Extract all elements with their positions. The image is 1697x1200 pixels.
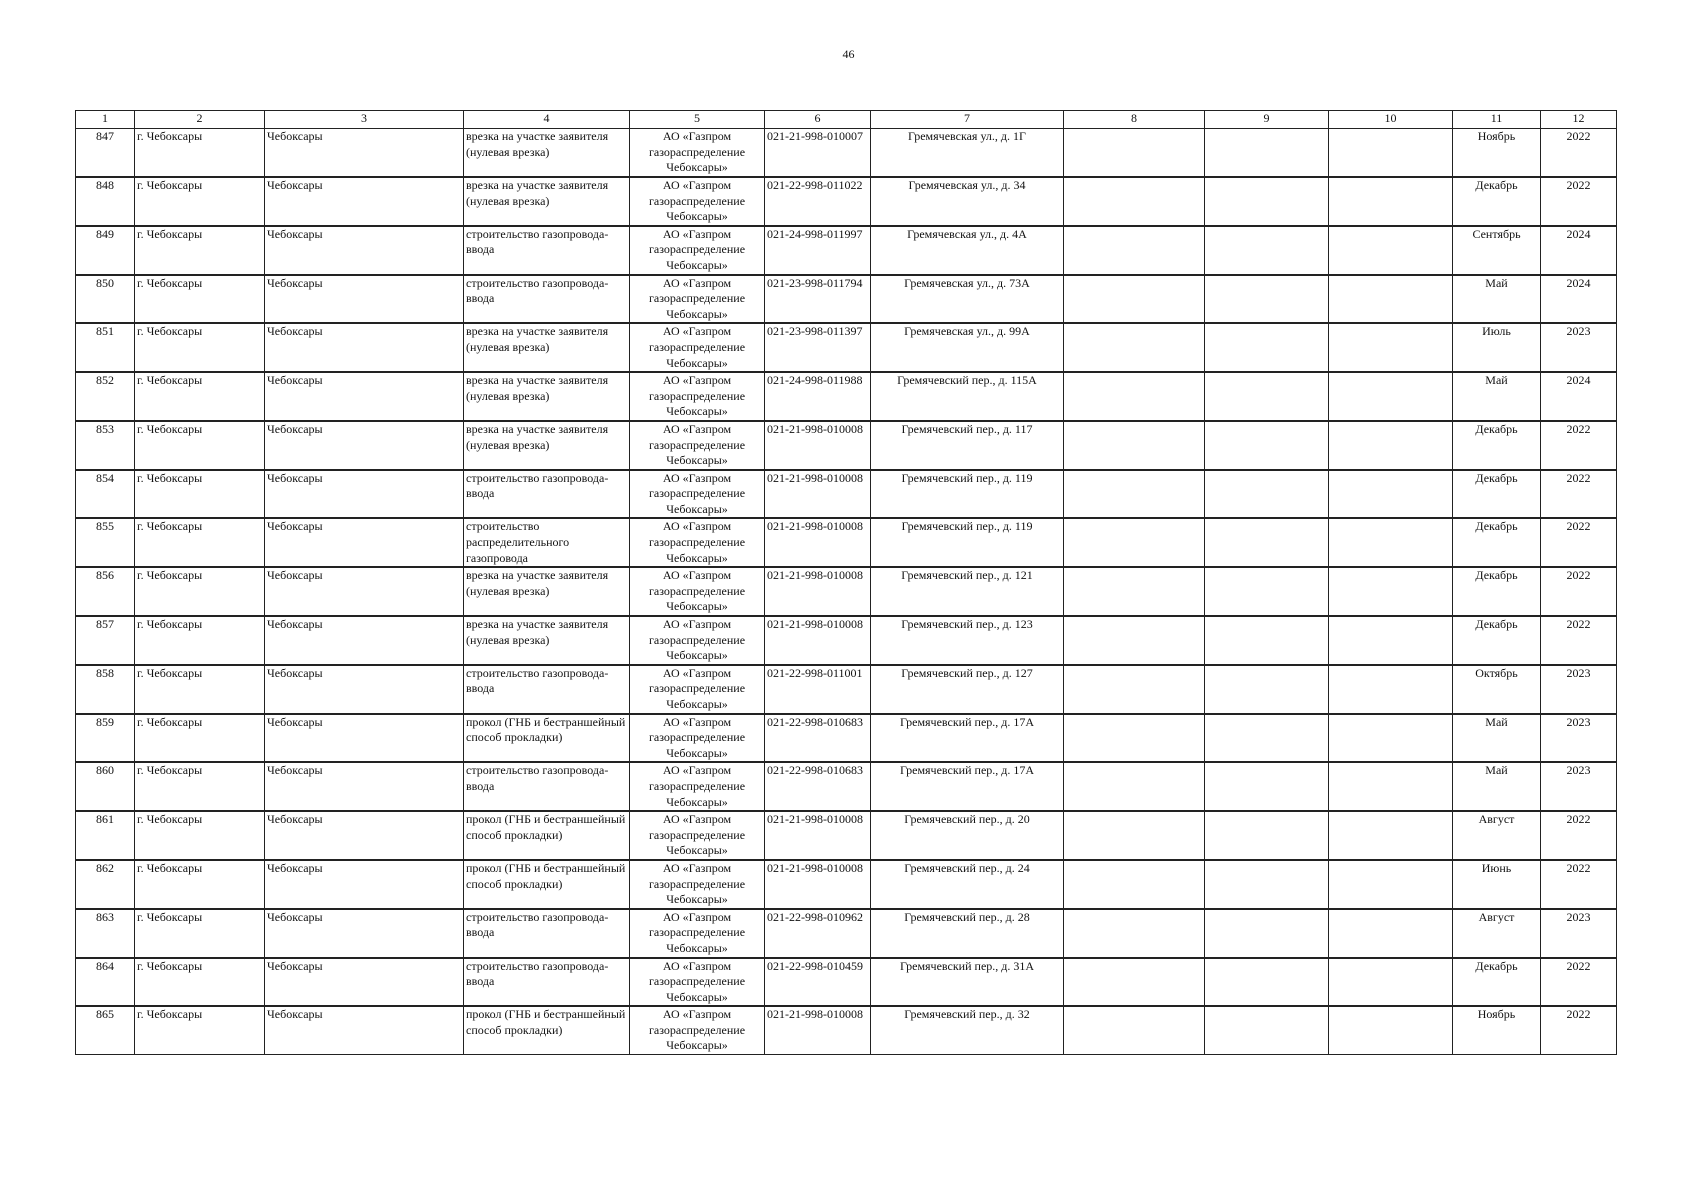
year-cell: 2022 — [1541, 567, 1617, 616]
column-8-cell — [1064, 177, 1205, 226]
district-cell: Чебоксары — [265, 275, 464, 324]
column-10-cell — [1329, 567, 1453, 616]
column-9-cell — [1205, 1006, 1329, 1055]
work-type-cell: врезка на участке заявителя (нулевая врезка) — [464, 616, 630, 665]
organization-cell: АО «Газпром газораспределение Чебоксары» — [630, 226, 765, 275]
settlement-cell: г. Чебоксары — [135, 421, 265, 470]
table-row — [76, 372, 1617, 421]
month-cell: Декабрь — [1453, 518, 1541, 567]
year-cell: 2022 — [1541, 421, 1617, 470]
row-number-cell: 865 — [76, 1006, 135, 1055]
settlement-cell: г. Чебоксары — [135, 665, 265, 714]
column-9-cell — [1205, 275, 1329, 324]
month-cell: Май — [1453, 762, 1541, 811]
organization-cell: АО «Газпром газораспределение Чебоксары» — [630, 177, 765, 226]
row-number-cell: 864 — [76, 958, 135, 1007]
column-10-cell — [1329, 811, 1453, 860]
organization-cell: АО «Газпром газораспределение Чебоксары» — [630, 470, 765, 519]
month-cell: Июль — [1453, 323, 1541, 372]
object-code-cell: 021-22-998-011001 — [765, 665, 871, 714]
year-cell: 2022 — [1541, 958, 1617, 1007]
table-row — [76, 421, 1617, 470]
column-8-cell — [1064, 909, 1205, 958]
work-type-cell: прокол (ГНБ и бестраншейный способ прокладки) — [464, 1006, 630, 1055]
column-8-cell — [1064, 421, 1205, 470]
address-cell: Гремячевская ул., д. 73А — [871, 275, 1064, 324]
column-number-4: 4 — [464, 111, 630, 129]
address-cell: Гремячевский пер., д. 17А — [871, 762, 1064, 811]
year-cell: 2024 — [1541, 226, 1617, 275]
column-9-cell — [1205, 421, 1329, 470]
month-cell: Декабрь — [1453, 177, 1541, 226]
organization-cell: АО «Газпром газораспределение Чебоксары» — [630, 567, 765, 616]
district-cell: Чебоксары — [265, 129, 464, 178]
row-number-cell: 863 — [76, 909, 135, 958]
table-row — [76, 714, 1617, 763]
month-cell: Май — [1453, 275, 1541, 324]
column-number-12: 12 — [1541, 111, 1617, 129]
column-9-cell — [1205, 518, 1329, 567]
object-code-cell: 021-21-998-010007 — [765, 129, 871, 178]
table-row — [76, 909, 1617, 958]
column-10-cell — [1329, 129, 1453, 178]
settlement-cell: г. Чебоксары — [135, 518, 265, 567]
year-cell: 2023 — [1541, 909, 1617, 958]
table-row — [76, 958, 1617, 1007]
month-cell: Ноябрь — [1453, 129, 1541, 178]
object-code-cell: 021-21-998-010008 — [765, 518, 871, 567]
table-row — [76, 470, 1617, 519]
column-8-cell — [1064, 1006, 1205, 1055]
year-cell: 2023 — [1541, 762, 1617, 811]
address-cell: Гремячевский пер., д. 121 — [871, 567, 1064, 616]
district-cell: Чебоксары — [265, 762, 464, 811]
year-cell: 2022 — [1541, 811, 1617, 860]
object-code-cell: 021-21-998-010008 — [765, 567, 871, 616]
row-number-cell: 847 — [76, 129, 135, 178]
object-code-cell: 021-22-998-010683 — [765, 762, 871, 811]
year-cell: 2024 — [1541, 372, 1617, 421]
work-type-cell: прокол (ГНБ и бестраншейный способ прокладки) — [464, 714, 630, 763]
column-8-cell — [1064, 714, 1205, 763]
object-code-cell: 021-21-998-010008 — [765, 470, 871, 519]
work-type-cell: строительство распределительного газопровода — [464, 518, 630, 567]
work-type-cell: врезка на участке заявителя (нулевая врезка) — [464, 177, 630, 226]
column-9-cell — [1205, 811, 1329, 860]
column-10-cell — [1329, 958, 1453, 1007]
page-number: 46 — [842, 47, 855, 61]
column-number-10: 10 — [1329, 111, 1453, 129]
work-type-cell: прокол (ГНБ и бестраншейный способ прокладки) — [464, 860, 630, 909]
district-cell: Чебоксары — [265, 958, 464, 1007]
year-cell: 2022 — [1541, 616, 1617, 665]
table-row — [76, 762, 1617, 811]
object-code-cell: 021-22-998-011022 — [765, 177, 871, 226]
row-number-cell: 862 — [76, 860, 135, 909]
row-number-cell: 854 — [76, 470, 135, 519]
column-10-cell — [1329, 275, 1453, 324]
work-type-cell: врезка на участке заявителя (нулевая врезка) — [464, 421, 630, 470]
month-cell: Май — [1453, 714, 1541, 763]
column-10-cell — [1329, 762, 1453, 811]
column-8-cell — [1064, 665, 1205, 714]
address-cell: Гремячевская ул., д. 34 — [871, 177, 1064, 226]
district-cell: Чебоксары — [265, 616, 464, 665]
organization-cell: АО «Газпром газораспределение Чебоксары» — [630, 762, 765, 811]
work-type-cell: строительство газопровода-ввода — [464, 909, 630, 958]
settlement-cell: г. Чебоксары — [135, 470, 265, 519]
month-cell: Октябрь — [1453, 665, 1541, 714]
column-10-cell — [1329, 665, 1453, 714]
object-code-cell: 021-23-998-011794 — [765, 275, 871, 324]
settlement-cell: г. Чебоксары — [135, 567, 265, 616]
organization-cell: АО «Газпром газораспределение Чебоксары» — [630, 421, 765, 470]
column-9-cell — [1205, 323, 1329, 372]
year-cell: 2022 — [1541, 1006, 1617, 1055]
district-cell: Чебоксары — [265, 567, 464, 616]
column-9-cell — [1205, 860, 1329, 909]
row-number-cell: 853 — [76, 421, 135, 470]
address-cell: Гремячевская ул., д. 1Г — [871, 129, 1064, 178]
district-cell: Чебоксары — [265, 372, 464, 421]
row-number-cell: 860 — [76, 762, 135, 811]
address-cell: Гремячевская ул., д. 4А — [871, 226, 1064, 275]
district-cell: Чебоксары — [265, 226, 464, 275]
settlement-cell: г. Чебоксары — [135, 860, 265, 909]
column-9-cell — [1205, 567, 1329, 616]
year-cell: 2023 — [1541, 714, 1617, 763]
column-10-cell — [1329, 226, 1453, 275]
column-9-cell — [1205, 226, 1329, 275]
settlement-cell: г. Чебоксары — [135, 958, 265, 1007]
column-9-cell — [1205, 665, 1329, 714]
organization-cell: АО «Газпром газораспределение Чебоксары» — [630, 860, 765, 909]
year-cell: 2023 — [1541, 323, 1617, 372]
table-row — [76, 275, 1617, 324]
work-type-cell: строительство газопровода-ввода — [464, 226, 630, 275]
work-type-cell: врезка на участке заявителя (нулевая врезка) — [464, 323, 630, 372]
column-8-cell — [1064, 958, 1205, 1007]
table-row — [76, 323, 1617, 372]
settlement-cell: г. Чебоксары — [135, 616, 265, 665]
row-number-cell: 848 — [76, 177, 135, 226]
column-number-8: 8 — [1064, 111, 1205, 129]
district-cell: Чебоксары — [265, 470, 464, 519]
row-number-cell: 856 — [76, 567, 135, 616]
district-cell: Чебоксары — [265, 909, 464, 958]
district-cell: Чебоксары — [265, 811, 464, 860]
district-cell: Чебоксары — [265, 177, 464, 226]
settlement-cell: г. Чебоксары — [135, 275, 265, 324]
district-cell: Чебоксары — [265, 1006, 464, 1055]
column-9-cell — [1205, 129, 1329, 178]
year-cell: 2022 — [1541, 129, 1617, 178]
object-code-cell: 021-24-998-011988 — [765, 372, 871, 421]
organization-cell: АО «Газпром газораспределение Чебоксары» — [630, 518, 765, 567]
column-8-cell — [1064, 567, 1205, 616]
organization-cell: АО «Газпром газораспределение Чебоксары» — [630, 323, 765, 372]
work-type-cell: врезка на участке заявителя (нулевая врезка) — [464, 567, 630, 616]
address-cell: Гремячевский пер., д. 115А — [871, 372, 1064, 421]
table-row — [76, 860, 1617, 909]
column-10-cell — [1329, 616, 1453, 665]
table-body — [76, 129, 1617, 1055]
work-type-cell: строительство газопровода-ввода — [464, 665, 630, 714]
month-cell: Июнь — [1453, 860, 1541, 909]
object-code-cell: 021-22-998-010683 — [765, 714, 871, 763]
column-9-cell — [1205, 958, 1329, 1007]
column-9-cell — [1205, 714, 1329, 763]
object-code-cell: 021-21-998-010008 — [765, 421, 871, 470]
address-cell: Гремячевский пер., д. 24 — [871, 860, 1064, 909]
month-cell: Август — [1453, 811, 1541, 860]
table-row — [76, 226, 1617, 275]
column-8-cell — [1064, 226, 1205, 275]
month-cell: Декабрь — [1453, 421, 1541, 470]
column-9-cell — [1205, 372, 1329, 421]
column-8-cell — [1064, 518, 1205, 567]
column-9-cell — [1205, 762, 1329, 811]
row-number-cell: 855 — [76, 518, 135, 567]
table-row — [76, 567, 1617, 616]
year-cell: 2023 — [1541, 665, 1617, 714]
table-row — [76, 129, 1617, 178]
table-row — [76, 1006, 1617, 1055]
object-code-cell: 021-21-998-010008 — [765, 616, 871, 665]
settlement-cell: г. Чебоксары — [135, 714, 265, 763]
address-cell: Гремячевский пер., д. 123 — [871, 616, 1064, 665]
column-10-cell — [1329, 909, 1453, 958]
settlement-cell: г. Чебоксары — [135, 177, 265, 226]
column-9-cell — [1205, 909, 1329, 958]
row-number-cell: 849 — [76, 226, 135, 275]
column-number-3: 3 — [265, 111, 464, 129]
object-code-cell: 021-23-998-011397 — [765, 323, 871, 372]
year-cell: 2022 — [1541, 470, 1617, 519]
year-cell: 2024 — [1541, 275, 1617, 324]
work-type-cell: строительство газопровода-ввода — [464, 275, 630, 324]
column-9-cell — [1205, 177, 1329, 226]
object-code-cell: 021-22-998-010962 — [765, 909, 871, 958]
column-10-cell — [1329, 860, 1453, 909]
work-type-cell: строительство газопровода-ввода — [464, 958, 630, 1007]
row-number-cell: 859 — [76, 714, 135, 763]
table-row — [76, 177, 1617, 226]
settlement-cell: г. Чебоксары — [135, 811, 265, 860]
column-number-row — [76, 111, 1617, 129]
work-type-cell: прокол (ГНБ и бестраншейный способ прокладки) — [464, 811, 630, 860]
month-cell: Декабрь — [1453, 616, 1541, 665]
address-cell: Гремячевский пер., д. 127 — [871, 665, 1064, 714]
object-code-cell: 021-24-998-011997 — [765, 226, 871, 275]
row-number-cell: 861 — [76, 811, 135, 860]
table-row — [76, 616, 1617, 665]
address-cell: Гремячевская ул., д. 99А — [871, 323, 1064, 372]
district-cell: Чебоксары — [265, 665, 464, 714]
organization-cell: АО «Газпром газораспределение Чебоксары» — [630, 714, 765, 763]
year-cell: 2022 — [1541, 860, 1617, 909]
column-8-cell — [1064, 323, 1205, 372]
settlement-cell: г. Чебоксары — [135, 1006, 265, 1055]
work-type-cell: врезка на участке заявителя (нулевая врезка) — [464, 129, 630, 178]
table-row — [76, 665, 1617, 714]
row-number-cell: 850 — [76, 275, 135, 324]
column-8-cell — [1064, 470, 1205, 519]
organization-cell: АО «Газпром газораспределение Чебоксары» — [630, 958, 765, 1007]
column-8-cell — [1064, 275, 1205, 324]
table-row — [76, 811, 1617, 860]
district-cell: Чебоксары — [265, 714, 464, 763]
object-code-cell: 021-22-998-010459 — [765, 958, 871, 1007]
table-row — [76, 518, 1617, 567]
address-cell: Гремячевский пер., д. 20 — [871, 811, 1064, 860]
month-cell: Декабрь — [1453, 567, 1541, 616]
row-number-cell: 852 — [76, 372, 135, 421]
settlement-cell: г. Чебоксары — [135, 323, 265, 372]
column-10-cell — [1329, 177, 1453, 226]
work-type-cell: строительство газопровода-ввода — [464, 470, 630, 519]
column-number-6: 6 — [765, 111, 871, 129]
district-cell: Чебоксары — [265, 421, 464, 470]
column-10-cell — [1329, 518, 1453, 567]
month-cell: Май — [1453, 372, 1541, 421]
row-number-cell: 857 — [76, 616, 135, 665]
address-cell: Гремячевский пер., д. 31А — [871, 958, 1064, 1007]
column-number-5: 5 — [630, 111, 765, 129]
column-10-cell — [1329, 1006, 1453, 1055]
row-number-cell: 858 — [76, 665, 135, 714]
column-10-cell — [1329, 421, 1453, 470]
organization-cell: АО «Газпром газораспределение Чебоксары» — [630, 275, 765, 324]
address-cell: Гремячевский пер., д. 17А — [871, 714, 1064, 763]
organization-cell: АО «Газпром газораспределение Чебоксары» — [630, 372, 765, 421]
month-cell: Ноябрь — [1453, 1006, 1541, 1055]
column-8-cell — [1064, 860, 1205, 909]
column-number-2: 2 — [135, 111, 265, 129]
month-cell: Декабрь — [1453, 470, 1541, 519]
column-8-cell — [1064, 372, 1205, 421]
column-9-cell — [1205, 470, 1329, 519]
year-cell: 2022 — [1541, 177, 1617, 226]
organization-cell: АО «Газпром газораспределение Чебоксары» — [630, 909, 765, 958]
gas-works-table — [75, 110, 1617, 1055]
column-number-1: 1 — [76, 111, 135, 129]
address-cell: Гремячевский пер., д. 117 — [871, 421, 1064, 470]
column-number-7: 7 — [871, 111, 1064, 129]
object-code-cell: 021-21-998-010008 — [765, 811, 871, 860]
work-type-cell: врезка на участке заявителя (нулевая врезка) — [464, 372, 630, 421]
column-number-11: 11 — [1453, 111, 1541, 129]
column-8-cell — [1064, 129, 1205, 178]
month-cell: Август — [1453, 909, 1541, 958]
settlement-cell: г. Чебоксары — [135, 372, 265, 421]
organization-cell: АО «Газпром газораспределение Чебоксары» — [630, 129, 765, 178]
column-9-cell — [1205, 616, 1329, 665]
column-10-cell — [1329, 372, 1453, 421]
settlement-cell: г. Чебоксары — [135, 909, 265, 958]
district-cell: Чебоксары — [265, 860, 464, 909]
column-10-cell — [1329, 714, 1453, 763]
object-code-cell: 021-21-998-010008 — [765, 860, 871, 909]
address-cell: Гремячевский пер., д. 119 — [871, 518, 1064, 567]
district-cell: Чебоксары — [265, 518, 464, 567]
organization-cell: АО «Газпром газораспределение Чебоксары» — [630, 811, 765, 860]
row-number-cell: 851 — [76, 323, 135, 372]
month-cell: Декабрь — [1453, 958, 1541, 1007]
column-number-9: 9 — [1205, 111, 1329, 129]
district-cell: Чебоксары — [265, 323, 464, 372]
address-cell: Гремячевский пер., д. 32 — [871, 1006, 1064, 1055]
column-8-cell — [1064, 811, 1205, 860]
column-10-cell — [1329, 470, 1453, 519]
settlement-cell: г. Чебоксары — [135, 226, 265, 275]
organization-cell: АО «Газпром газораспределение Чебоксары» — [630, 665, 765, 714]
object-code-cell: 021-21-998-010008 — [765, 1006, 871, 1055]
settlement-cell: г. Чебоксары — [135, 129, 265, 178]
organization-cell: АО «Газпром газораспределение Чебоксары» — [630, 616, 765, 665]
address-cell: Гремячевский пер., д. 119 — [871, 470, 1064, 519]
column-10-cell — [1329, 323, 1453, 372]
settlement-cell: г. Чебоксары — [135, 762, 265, 811]
organization-cell: АО «Газпром газораспределение Чебоксары» — [630, 1006, 765, 1055]
address-cell: Гремячевский пер., д. 28 — [871, 909, 1064, 958]
month-cell: Сентябрь — [1453, 226, 1541, 275]
column-8-cell — [1064, 762, 1205, 811]
year-cell: 2022 — [1541, 518, 1617, 567]
work-type-cell: строительство газопровода-ввода — [464, 762, 630, 811]
column-8-cell — [1064, 616, 1205, 665]
